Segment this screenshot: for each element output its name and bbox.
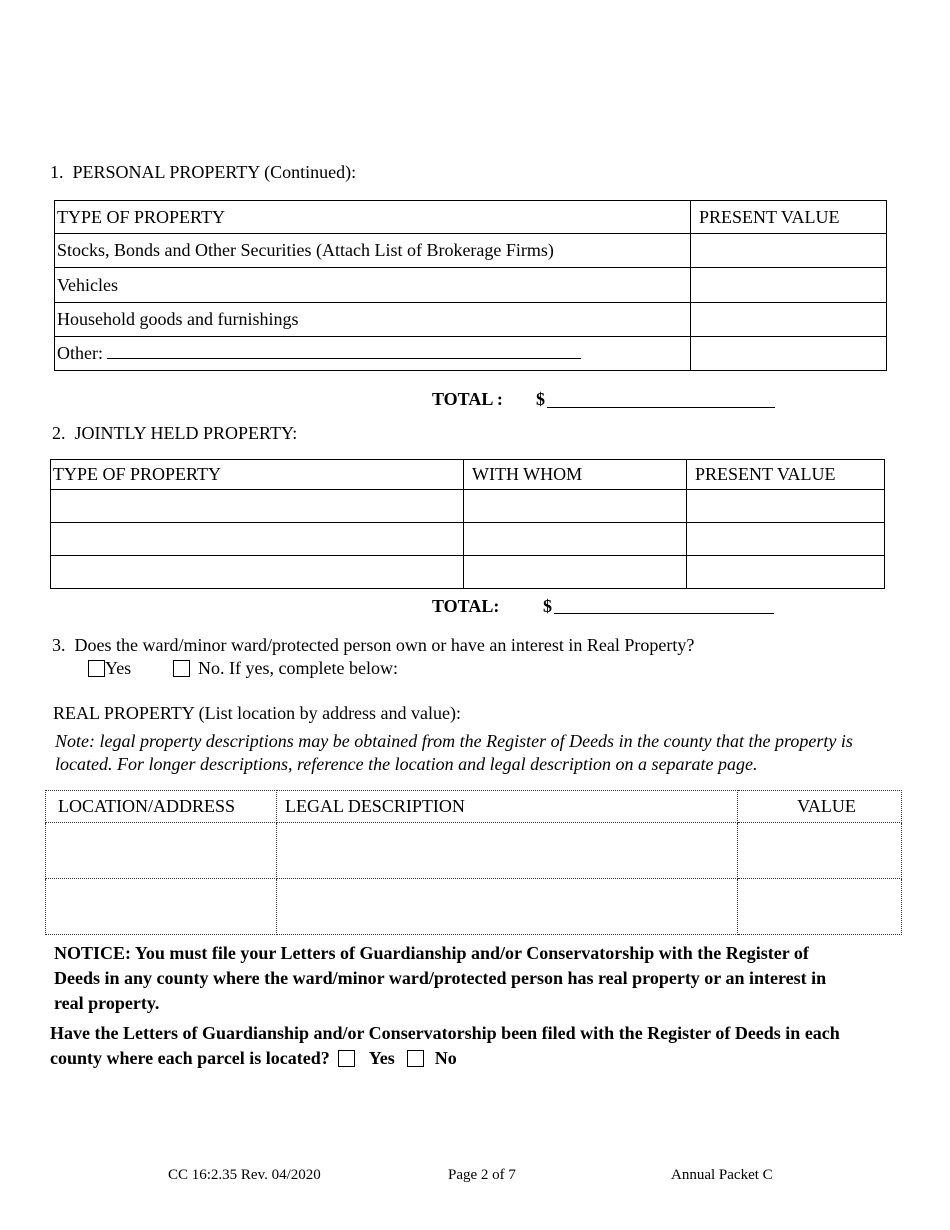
table-row xyxy=(55,268,887,303)
legal-description-cell[interactable] xyxy=(277,879,738,935)
table-row xyxy=(46,823,902,879)
yes-label: Yes xyxy=(105,658,132,678)
no-checkbox[interactable] xyxy=(173,660,190,677)
value-cell[interactable] xyxy=(687,556,885,589)
col-type-of-property: TYPE OF PROPERTY xyxy=(51,460,464,490)
total1-currency: $ xyxy=(536,389,545,409)
table-row xyxy=(46,879,902,935)
filed-yes-checkbox[interactable] xyxy=(338,1050,355,1067)
total2-label: TOTAL: xyxy=(432,596,500,616)
type-cell[interactable] xyxy=(51,523,464,556)
real-property-no-option[interactable] xyxy=(173,658,398,679)
real-property-yes-option[interactable] xyxy=(88,658,131,679)
row-other-cell xyxy=(55,337,691,371)
col-present-value: PRESENT VALUE xyxy=(687,460,885,490)
filed-question-line-2-wrap xyxy=(50,1048,457,1069)
jointly-held-table xyxy=(50,459,885,589)
row-label-household: Household goods and furnishings xyxy=(55,303,691,337)
table-row xyxy=(55,234,887,268)
filed-no-label: No xyxy=(434,1048,457,1068)
notice-line-1: NOTICE: You must file your Letters of Guardianship and/or Conservatorship with the Register of xyxy=(54,943,809,963)
col-with-whom: WITH WHOM xyxy=(464,460,687,490)
section2-heading: 2. JOINTLY HELD PROPERTY: xyxy=(52,423,298,443)
table-header-row xyxy=(51,460,885,490)
with-whom-cell[interactable] xyxy=(464,556,687,589)
col-location-address: LOCATION/ADDRESS xyxy=(46,791,277,823)
table-row xyxy=(55,303,887,337)
with-whom-cell[interactable] xyxy=(464,523,687,556)
table-row xyxy=(51,523,885,556)
yes-checkbox[interactable] xyxy=(88,660,105,677)
other-fill-line[interactable] xyxy=(107,344,581,359)
table-row xyxy=(51,490,885,523)
with-whom-cell[interactable] xyxy=(464,490,687,523)
value-cell-other[interactable] xyxy=(691,337,887,371)
value-cell[interactable] xyxy=(687,523,885,556)
notice-line-3: real property. xyxy=(54,993,160,1013)
total2-fill-line[interactable] xyxy=(554,600,774,614)
no-label: No. If yes, complete below: xyxy=(198,658,398,678)
table-row xyxy=(55,337,887,371)
total2-currency: $ xyxy=(543,596,552,616)
table-row xyxy=(51,556,885,589)
table-header-row xyxy=(55,201,887,234)
row-label-vehicles: Vehicles xyxy=(55,268,691,303)
row-label-other: Other: xyxy=(57,343,103,363)
real-property-heading: REAL PROPERTY (List location by address and value): xyxy=(53,703,462,723)
total1-label: TOTAL : xyxy=(432,389,503,409)
note-line-2: located. For longer descriptions, reference the location and legal description on a separate page. xyxy=(55,754,758,774)
type-cell[interactable] xyxy=(51,556,464,589)
footer-page-number: Page 2 of 7 xyxy=(448,1167,516,1183)
value-cell[interactable] xyxy=(687,490,885,523)
value-cell-vehicles[interactable] xyxy=(691,268,887,303)
col-value: VALUE xyxy=(738,791,902,823)
type-cell[interactable] xyxy=(51,490,464,523)
personal-property-table xyxy=(54,200,887,371)
value-cell-household[interactable] xyxy=(691,303,887,337)
value-cell-stocks[interactable] xyxy=(691,234,887,268)
location-cell[interactable] xyxy=(46,879,277,935)
real-property-question: 3. Does the ward/minor ward/protected person own or have an interest in Real Property? xyxy=(52,635,695,655)
real-property-table xyxy=(45,790,902,935)
col-type-of-property: TYPE OF PROPERTY xyxy=(55,201,691,234)
location-cell[interactable] xyxy=(46,823,277,879)
col-legal-description: LEGAL DESCRIPTION xyxy=(277,791,738,823)
total1-fill-line[interactable] xyxy=(547,394,775,408)
section1-heading: 1. PERSONAL PROPERTY (Continued): xyxy=(50,162,357,182)
footer-packet-name: Annual Packet C xyxy=(671,1167,773,1183)
legal-description-cell[interactable] xyxy=(277,823,738,879)
value-cell[interactable] xyxy=(738,823,902,879)
filed-question-line-1: Have the Letters of Guardianship and/or Conservatorship been filed with the Register of Deeds in each xyxy=(50,1023,840,1043)
filed-yes-label: Yes xyxy=(368,1048,395,1068)
footer-form-id: CC 16:2.35 Rev. 04/2020 xyxy=(168,1167,321,1183)
filed-question-line-2: county where each parcel is located? xyxy=(50,1048,330,1068)
filed-no-checkbox[interactable] xyxy=(407,1050,424,1067)
table-header-row xyxy=(46,791,902,823)
row-label-stocks: Stocks, Bonds and Other Securities (Attach List of Brokerage Firms) xyxy=(55,234,691,268)
notice-line-2: Deeds in any county where the ward/minor ward/protected person has real property or an interest in xyxy=(54,968,827,988)
note-line-1: Note: legal property descriptions may be obtained from the Register of Deeds in the county that the property is xyxy=(55,731,853,751)
value-cell[interactable] xyxy=(738,879,902,935)
col-present-value: PRESENT VALUE xyxy=(691,201,887,234)
